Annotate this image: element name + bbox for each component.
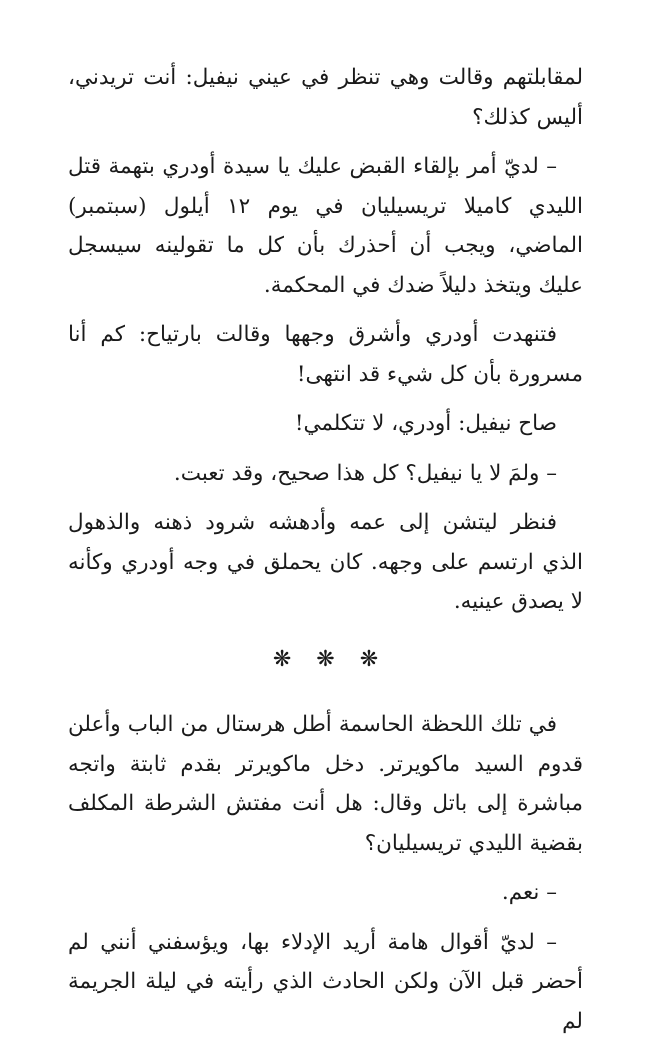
book-page: [68, 58, 583, 1051]
separator-ornament: ❋: [316, 646, 335, 672]
paragraph-2: – لديّ أمر بإلقاء القبض عليك يا سيدة أودري بتهمة قتل الليدي كاميلا تريسيليان في يوم ١٢ أيلول (سبتمبر) الماضي، ويجب أن أحذرك بأن كل ما تقولينه سيسجل عليك ويتخذ دليلاً ضدك في المحكمة.: [68, 154, 583, 298]
paragraph-7: في تلك اللحظة الحاسمة أطل هرستال من الباب وأعلن قدوم السيد ماكويرتر. دخل ماكويرتر بقدم ثابتة واتجه مباشرة إلى باتل وقال: هل أنت مفتش الشرطة المكلف بقضية الليدي تريسيليان؟: [68, 712, 583, 856]
separator-ornament: ❋: [272, 646, 292, 672]
separator-ornament: ❋: [359, 646, 379, 672]
paragraph-3: فتنهدت أودري وأشرق وجهها وقالت بارتياح: كم أنا مسرورة بأن كل شيء قد انتهى!: [68, 322, 583, 387]
paragraph-9: – لديّ أقوال هامة أريد الإدلاء بها، ويؤسفني أنني لم أحضر قبل الآن ولكن الحادث الذي رأيته في ليلة الجريمة لم: [68, 929, 583, 1034]
paragraph-4: صاح نيفيل: أودري، لا تتكلمي!: [294, 411, 557, 436]
paragraph-1: لمقابلتهم وقالت وهي تنظر في عيني نيفيل: أنت تريدني، أليس كذلك؟: [68, 65, 583, 130]
section-separator: [68, 640, 583, 680]
paragraph-8: – نعم.: [501, 880, 557, 905]
paragraph-6: فنظر ليتشن إلى عمه وأدهشه شرود ذهنه والذهول الذي ارتسم على وجهه. كان يحملق في وجه أودري وكأنه لا يصدق عينيه.: [68, 510, 583, 614]
paragraph-5: – ولمَ لا يا نيفيل؟ كل هذا صحيح، وقد تعبت.: [173, 460, 557, 486]
